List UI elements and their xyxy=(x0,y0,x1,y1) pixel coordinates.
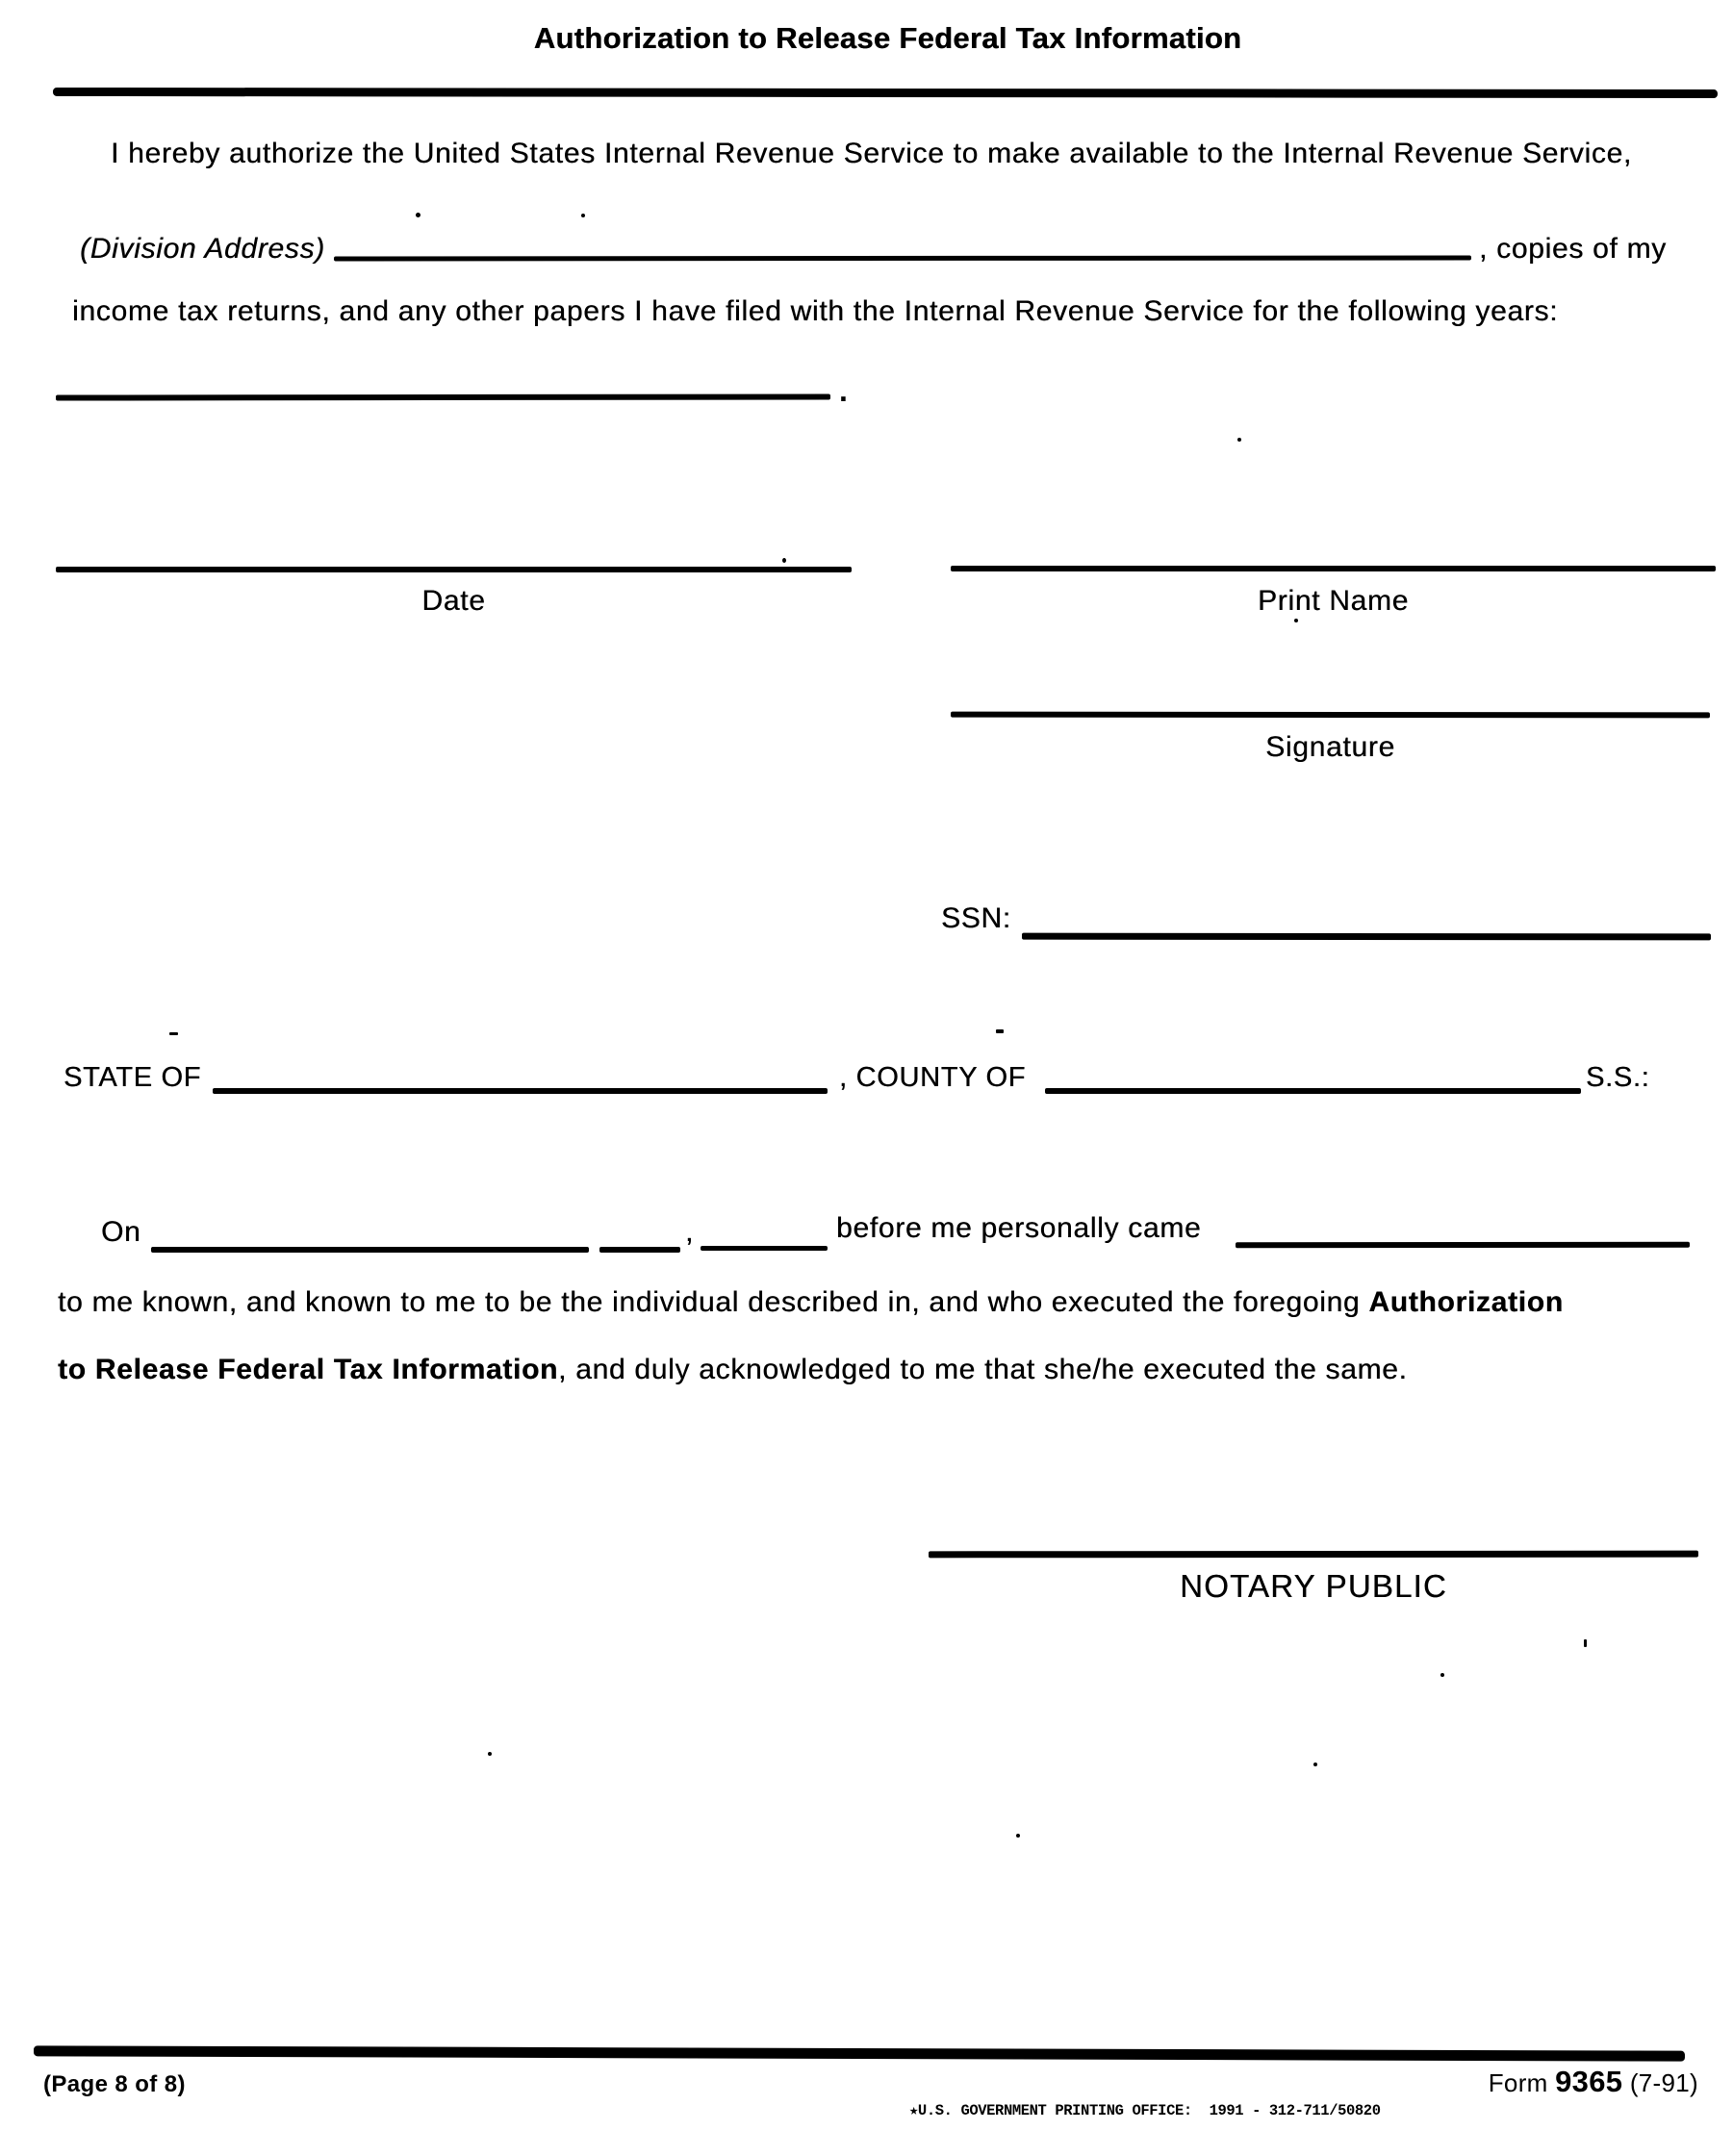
date-input-line[interactable] xyxy=(56,567,852,572)
date-label: Date xyxy=(421,585,486,617)
scan-speck xyxy=(416,213,421,217)
years-line-period: . xyxy=(839,373,848,408)
on-label: On xyxy=(101,1216,141,1248)
form-label: Form xyxy=(1488,2068,1548,2097)
acknowledgment-line-2 xyxy=(58,1354,1408,1387)
personally-came-name-input-line[interactable] xyxy=(1236,1242,1690,1248)
on-comma-text: , xyxy=(685,1216,695,1248)
before-me-personally-came-text: before me personally came xyxy=(836,1212,1202,1244)
form-revision: (7-91) xyxy=(1629,2068,1698,2097)
acknowledgment-line-1 xyxy=(58,1286,1564,1320)
acknowledgment-line-2-bold: to Release Federal Tax Information xyxy=(58,1354,559,1385)
scan-speck xyxy=(1237,438,1241,442)
scan-speck xyxy=(581,214,585,217)
form-title: Authorization to Release Federal Tax Information xyxy=(533,21,1242,55)
scan-speck xyxy=(169,1032,178,1035)
notary-signature-input-line[interactable] xyxy=(929,1551,1698,1559)
scan-speck xyxy=(1584,1639,1587,1647)
print-name-label: Print Name xyxy=(1257,585,1410,617)
ss-label: S.S.: xyxy=(1586,1062,1650,1093)
ssn-label: SSN: xyxy=(941,902,1011,934)
header-divider-rule xyxy=(53,88,1718,98)
acknowledgment-line-1-bold: Authorization xyxy=(1368,1286,1564,1318)
ssn-input-line[interactable] xyxy=(1022,933,1711,941)
form-identifier xyxy=(1489,2065,1698,2099)
acknowledgment-line-1-text: to me known, and known to me to be the individual described in, and who executed the foregoing xyxy=(58,1286,1369,1318)
scan-speck xyxy=(488,1752,492,1756)
scan-speck xyxy=(1016,1834,1020,1838)
form-number: 9365 xyxy=(1555,2065,1623,2098)
state-input-line[interactable] xyxy=(213,1088,828,1094)
notary-public-label: NOTARY PUBLIC xyxy=(1180,1568,1447,1604)
scan-speck xyxy=(1313,1763,1317,1766)
footer-divider-rule xyxy=(34,2045,1685,2061)
scan-speck xyxy=(782,558,786,563)
county-input-line[interactable] xyxy=(1045,1088,1581,1094)
acknowledgment-line-2-text: , and duly acknowledged to me that she/he executed the same. xyxy=(558,1354,1408,1385)
on-year-input-line[interactable] xyxy=(701,1246,828,1251)
state-of-label: STATE OF xyxy=(64,1062,202,1093)
on-date-input-line[interactable] xyxy=(151,1247,589,1253)
intro-sentence-1: I hereby authorize the United States Internal Revenue Service to make available to the Internal Revenue Service, xyxy=(111,138,1632,169)
division-address-label: (Division Address) xyxy=(80,233,325,265)
page-number-indicator: (Page 8 of 8) xyxy=(43,2071,186,2097)
signature-label: Signature xyxy=(1265,731,1395,763)
gpo-imprint-line: ★U.S. GOVERNMENT PRINTING OFFICE: 1991 - 312-711/50820 xyxy=(909,2102,1381,2119)
scan-speck xyxy=(996,1029,1004,1033)
county-of-label: , COUNTY OF xyxy=(839,1062,1027,1093)
scan-speck xyxy=(1294,619,1298,622)
scan-speck xyxy=(1440,1673,1444,1677)
print-name-input-line[interactable] xyxy=(951,566,1716,571)
on-day-input-line[interactable] xyxy=(599,1247,680,1253)
signature-input-line[interactable] xyxy=(951,712,1710,719)
division-address-input-line[interactable] xyxy=(334,255,1471,261)
years-input-line[interactable] xyxy=(56,393,830,400)
intro-sentence-2: income tax returns, and any other papers I have filed with the Internal Revenue Service for the following years: xyxy=(72,295,1559,327)
copies-of-my-text: , copies of my xyxy=(1479,233,1667,265)
